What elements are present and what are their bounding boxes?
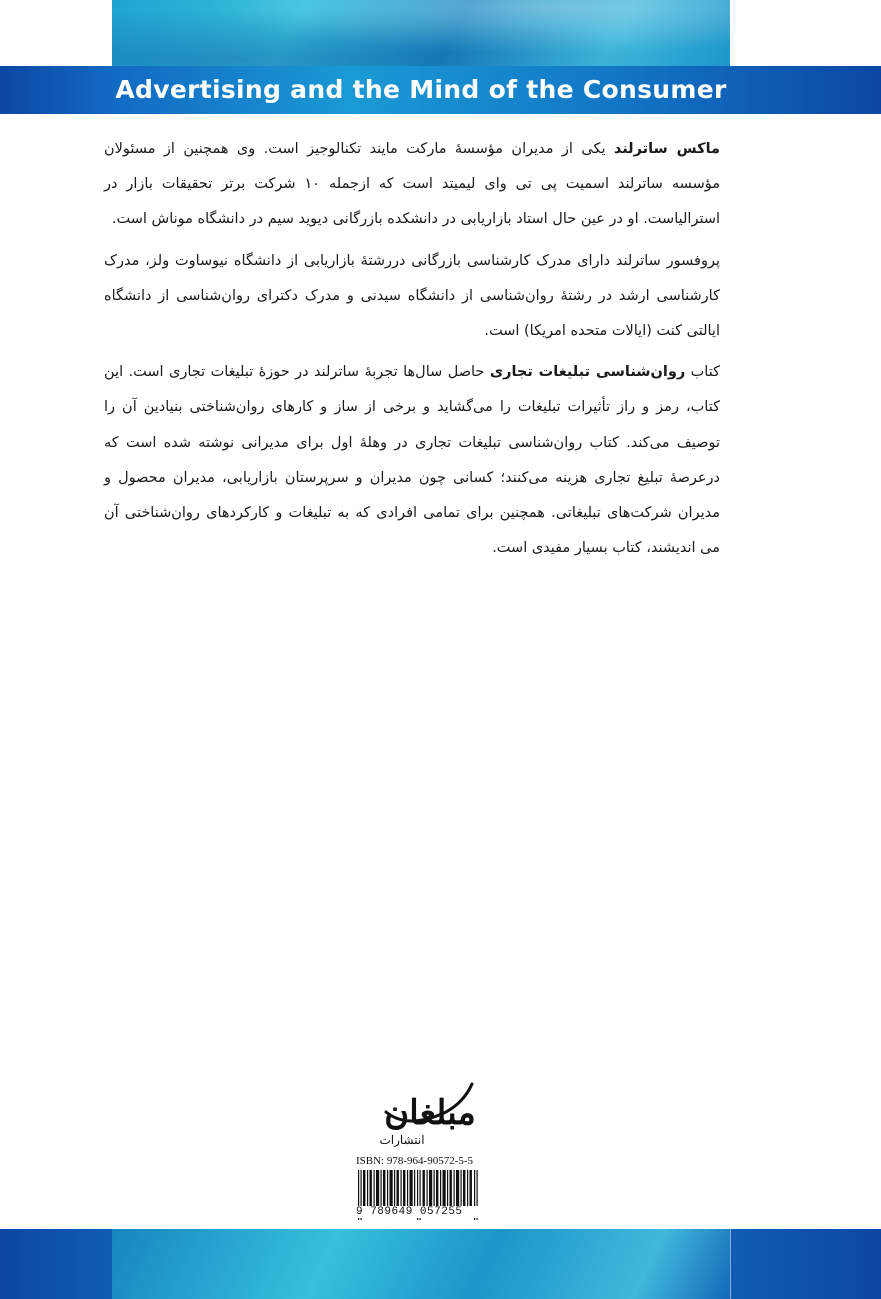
paragraph-text: حاصل سال‌ها تجربهٔ ساترلند در حوزهٔ تبلیغات تجاری است. این کتاب، رمز و راز تأثیرات تبلیغات را می‌گشاید و برخی از ساز و کارهای روان‌شناختی بنیادین آن را توصیف می‌کند. کتاب روان‌شناسی تبلیغات تجاری در وهلهٔ اول برای مدیرانی نوشته شده است که درعرصهٔ تبلیغ تجاری هزینه می‌کنند؛ کسانی چون مدیران و سرپرستان بازاریابی، مدیران محصول و مدیران شرکت‌های تبلیغاتی. همچنین برای تمامی افرادی که به تبلیغات و کارکردهای روان‌شناختی آن می اندیشند، کتاب بسیار مفیدی است. [104, 364, 720, 557]
paragraph-text: یکی از مدیران مؤسسهٔ مارکت مایند تکنالوجیز است. وی همچنین از مسئولان مؤسسه ساترلند اسمیت پی تی وای لیمیتد است که ازجمله ۱۰ شرکت برتر تحقیقات بازار در استرالیاست. او در عین حال استاد بازاریابی در دانشکده بازرگانی دیوید سیم در دانشگاه موناش است. [104, 141, 720, 228]
author-name: ماکس ساترلند [613, 141, 720, 157]
book-english-title: Advertising and the Mind of the Consumer [115, 75, 727, 104]
publisher-logo-text: مبلغان [384, 1093, 476, 1133]
paragraph-author-bio [104, 132, 720, 238]
book-persian-title: روان‌شناسی تبلیغات تجاری [489, 364, 686, 381]
barcode-digits: 9 789649 057255 [356, 1206, 486, 1218]
paragraph-text: پروفسور ساترلند دارای مدرک کارشناسی بازرگانی دررشتهٔ بازاریابی از دانشگاه نیوساوت ولز، مدرک کارشناسی ارشد در رشتهٔ روان‌شناسی از دانشگاه سیدنی و مدرک دکترای روان‌شناسی از دانشگاه ایالتی کنت (ایالات متحده امریکا) است. [104, 252, 720, 340]
publisher-logo [368, 1072, 488, 1152]
isbn-label: ISBN: 978-964-90572-5-5 [356, 1155, 474, 1167]
top-decorative-art [112, 0, 730, 66]
back-cover-description [104, 132, 720, 572]
bottom-decorative-art [112, 1229, 730, 1299]
publisher-logo-subtext: انتشارات [379, 1133, 425, 1147]
paragraph-prefix: کتاب [685, 364, 720, 381]
paragraph-book-summary [104, 355, 720, 566]
paragraph-author-education [104, 244, 720, 350]
title-band [0, 66, 881, 114]
